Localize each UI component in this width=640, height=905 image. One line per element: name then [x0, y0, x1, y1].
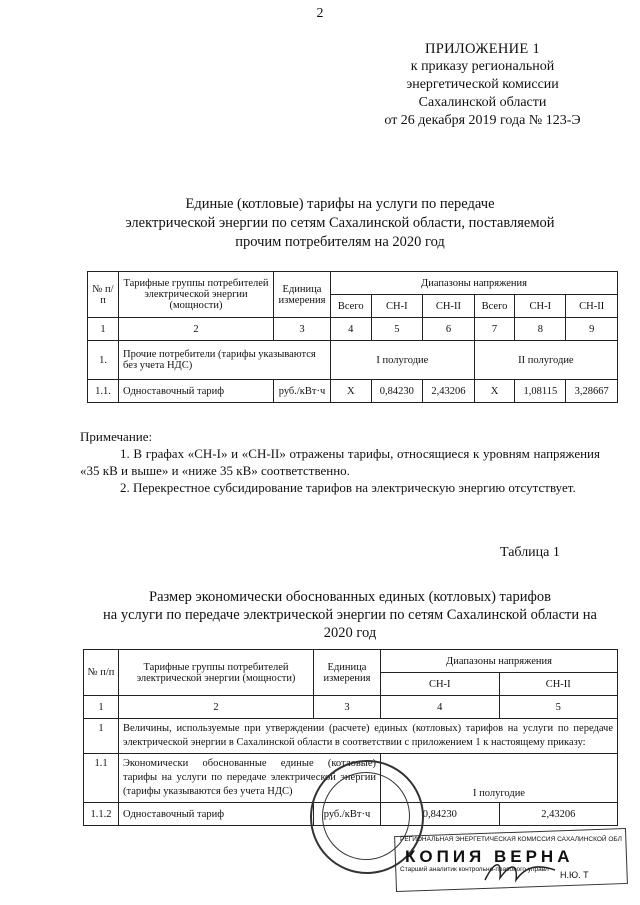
cell-value: 1,08115	[515, 380, 566, 403]
cell-value: Х	[331, 380, 372, 403]
title-line: 2020 год	[323, 625, 377, 641]
header-sub: СН-I	[381, 673, 500, 696]
cell-value: 2,43206	[423, 380, 475, 403]
table-row	[88, 380, 618, 403]
row-name: Экономически обоснованные единые (котловые) тарифы на услуги по передаче электрической энергии (тарифы указываются без учета НДС)	[119, 754, 381, 803]
row-num: 1.1.	[88, 380, 119, 403]
header-unit: Единица измерения	[274, 272, 331, 318]
page-number: 2	[316, 6, 324, 21]
table-row	[84, 696, 618, 719]
header-groups: Тарифные группы потребителей электрической энергии (мощности)	[119, 272, 274, 318]
header-sub: Всего	[474, 295, 515, 318]
header-sub: СН-I	[371, 295, 423, 318]
col-num: 5	[371, 318, 423, 341]
header-unit: Единица измерения	[314, 650, 381, 696]
table-row	[88, 341, 618, 380]
document-title	[60, 195, 620, 252]
title-line: Единые (котловые) тарифы на услуги по передаче	[185, 196, 495, 212]
half-year-2: II полугодие	[474, 341, 617, 380]
table-row	[84, 719, 618, 754]
cell-value: Х	[474, 380, 515, 403]
tariff-table	[87, 271, 618, 403]
row-unit: руб./кВт·ч	[314, 803, 381, 826]
col-num: 2	[119, 318, 274, 341]
stamp-copy-text: КОПИЯ ВЕРНА	[405, 847, 574, 866]
header-groups: Тарифные группы потребителей электрической энергии (мощности)	[119, 650, 314, 696]
title-line: Размер экономически обоснованных единых (котловых) тарифов	[149, 589, 551, 605]
signature	[480, 858, 560, 886]
col-num: 9	[566, 318, 618, 341]
header-num: № п/п	[88, 272, 119, 318]
table-label: Таблица 1	[500, 545, 560, 560]
header-sub: СН-II	[566, 295, 618, 318]
row-num: 1.1.2	[84, 803, 119, 826]
header-sub: Всего	[331, 295, 372, 318]
note-1: 1. В графах «СН-I» и «СН-II» отражены тарифы, относящиеся к уровням напряжения «35 кВ и выше» и «ниже 35 кВ» соответственно.	[80, 446, 600, 478]
header-ranges: Диапазоны напряжения	[331, 272, 618, 295]
half-year-1: I полугодие	[331, 341, 475, 380]
col-num: 1	[84, 696, 119, 719]
row-text: Величины, используемые при утверждении (расчете) единых (котловых) тарифов на услуги по передаче электрической энергии в Сахалинской области в соответствии с приложением 1 к настоящему приказу:	[119, 719, 618, 754]
stamp-org: РЕГИОНАЛЬНАЯ ЭНЕРГЕТИЧЕСКАЯ КОМИССИЯ САХАЛИНСКОЙ ОБЛ	[400, 836, 622, 843]
title-line: прочим потребителям на 2020 год	[235, 234, 445, 250]
col-num: 1	[88, 318, 119, 341]
row-name: Прочие потребители (тарифы указываются без учета НДС)	[119, 341, 331, 380]
row-num: 1.1	[84, 754, 119, 803]
table-row	[88, 318, 618, 341]
cell-value: 0,84230	[381, 803, 500, 826]
header-sub: СН-II	[499, 673, 618, 696]
table2-title	[70, 588, 630, 642]
cell-value: 3,28667	[566, 380, 618, 403]
col-num: 7	[474, 318, 515, 341]
appendix-line: Сахалинской области	[418, 95, 547, 110]
header-ranges: Диапазоны напряжения	[381, 650, 618, 673]
title-line: на услуги по передаче электрической энергии по сетям Сахалинской области на	[103, 607, 597, 623]
appendix-line: к приказу региональной	[410, 59, 555, 74]
col-num: 3	[314, 696, 381, 719]
appendix-line: от 26 декабря 2019 года № 123-Э	[384, 113, 581, 128]
notes-heading: Примечание:	[80, 429, 153, 444]
appendix-title: ПРИЛОЖЕНИЕ 1	[424, 41, 541, 57]
col-num: 4	[381, 696, 500, 719]
note-2: 2. Перекрестное субсидирование тарифов на электрическую энергию отсутствует.	[120, 480, 576, 495]
row-num: 1	[84, 719, 119, 754]
col-num: 4	[331, 318, 372, 341]
header-sub: СН-II	[423, 295, 475, 318]
col-num: 2	[119, 696, 314, 719]
row-unit: руб./кВт·ч	[274, 380, 331, 403]
header-sub: СН-I	[515, 295, 566, 318]
cell-value: 0,84230	[371, 380, 423, 403]
col-num: 8	[515, 318, 566, 341]
cell-value: 2,43206	[499, 803, 618, 826]
col-num: 3	[274, 318, 331, 341]
stamp-position: Старший аналитик контрольно-правового управл	[400, 866, 549, 873]
header-num: № п/п	[84, 650, 119, 696]
row-num: 1.	[88, 341, 119, 380]
col-num: 6	[423, 318, 475, 341]
col-num: 5	[499, 696, 618, 719]
title-line: электрической энергии по сетям Сахалинской области, поставляемой	[125, 215, 555, 231]
row-name: Одноставочный тариф	[119, 380, 274, 403]
notes	[80, 428, 600, 496]
appendix-header	[350, 40, 615, 130]
row-name: Одноставочный тариф	[119, 803, 314, 826]
appendix-line: энергетической комиссии	[406, 77, 559, 92]
stamp-name: Н.Ю. Т	[560, 870, 589, 880]
half-year-1: I полугодие	[381, 754, 618, 803]
